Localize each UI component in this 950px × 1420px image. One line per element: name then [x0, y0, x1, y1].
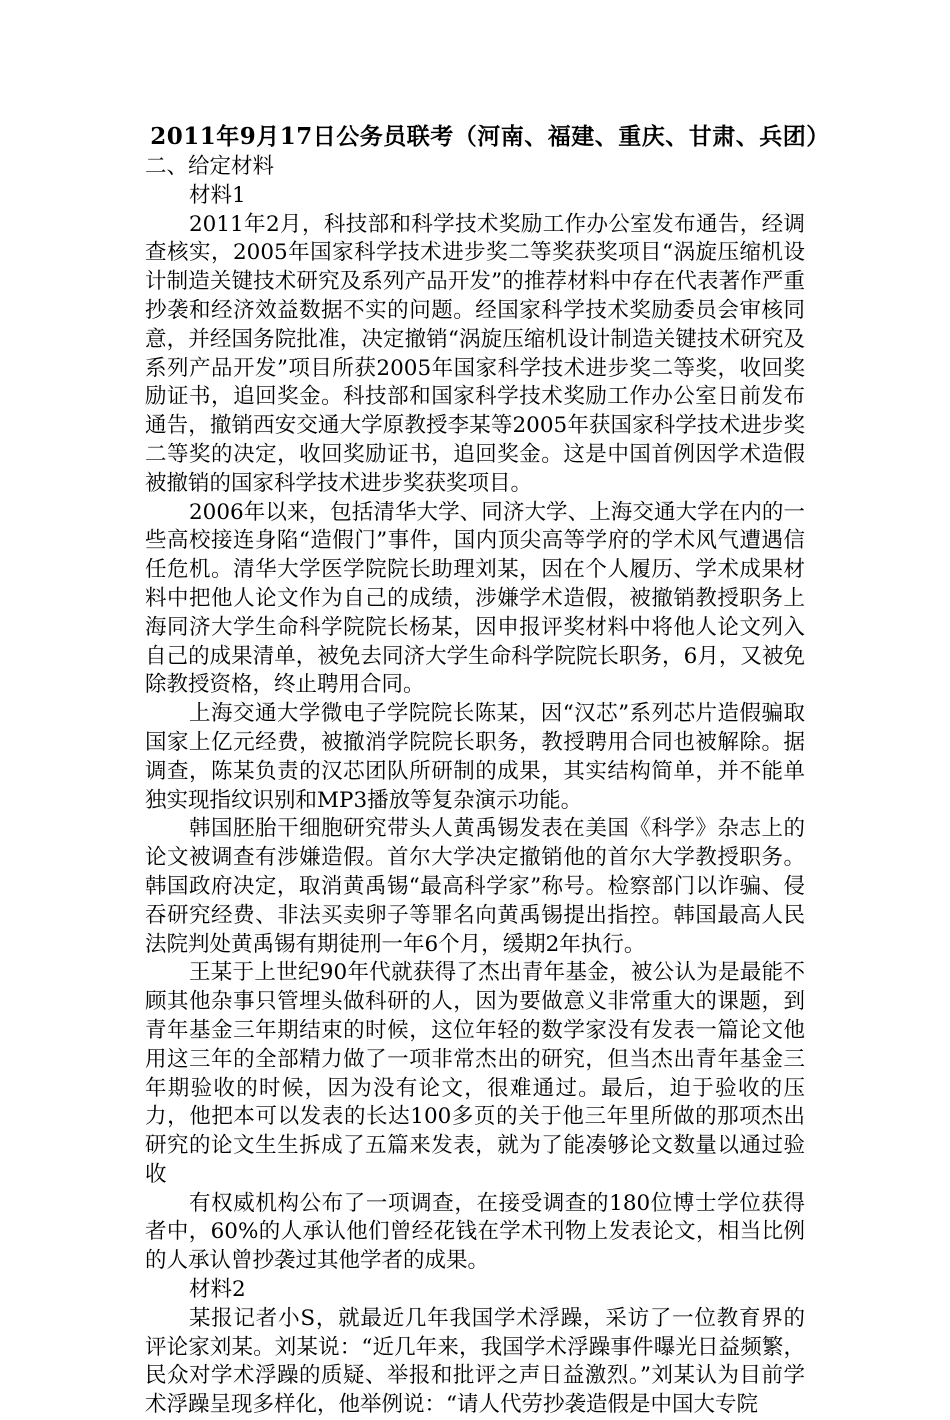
material-1-paragraph-1: 2011年2月，科技部和科学技术奖励工作办公室发布通告，经调查核实，2005年国家科学技术进步奖二等奖获奖项目“涡旋压缩机设计制造关键技术研究及系列产品开发”的推荐材料中存在代表著作严重抄袭和经济效益数据不实的问题。经国家科学技术奖励委员会审核同意，并经国务院批准，决定撤销“涡旋压缩机设计制造关键技术研究及系列产品开发”项目所获2005年国家科学技术进步奖二等奖，收回奖励证书，追回奖金。科技部和国家科学技术奖励工作办公室日前发布通告，撤销西安交通大学原教授李某等2005年获国家科学技术进步奖二等奖的决定，收回奖励证书，追回奖金。这是中国首例因学术造假被撤销的国家科学技术进步奖获奖项目。 [145, 211, 805, 496]
material-2-paragraph-1: 某报记者小S，就最近几年我国学术浮躁，采访了一位教育界的评论家刘某。刘某说：“近几年来，我国学术浮躁事件曝光日益频繁，民众对学术浮躁的质疑、举报和批评之声日益激烈。”刘某认为目前学术浮躁呈现多样化，他举例说：“请人代劳抄袭造假是中国大专院 [145, 1305, 805, 1418]
document-body [145, 153, 805, 1420]
material-1-paragraph-6: 有权威机构公布了一项调查，在接受调查的180位博士学位获得者中，60%的人承认他们曾经花钱在学术刊物上发表论文，相当比例的人承认曾抄袭过其他学者的成果。 [145, 1190, 805, 1274]
material-1-paragraph-5: 王某于上世纪90年代就获得了杰出青年基金，被公认为是最能不顾其他杂事只管埋头做科研的人，因为要做意义非常重大的课题，到青年基金三年期结束的时候，这位年轻的数学家没有发表一篇论文他用这三年的全部精力做了一项非常杰出的研究，但当杰出青年基金三年期验收的时候，因为没有论文，很难通过。最后，迫于验收的压力，他把本可以发表的长达100多页的关于他三年里所做的那项杰出研究的论文生生拆成了五篇来发表，就为了能凑够论文数量以通过验收 [145, 960, 805, 1187]
material-1-heading: 材料1 [189, 182, 246, 208]
material-1-paragraph-4: 韩国胚胎干细胞研究带头人黄禹锡发表在美国《科学》杂志上的论文被调查有涉嫌造假。首尔大学决定撤销他的首尔大学教授职务。韩国政府决定，取消黄禹锡“最高科学家”称号。检察部门以诈骗、侵吞研究经费、非法买卖卵子等罪名向黄禹锡提出指控。韩国最高人民法院判处黄禹锡有期徒刑一年6个月，缓期2年执行。 [145, 816, 805, 957]
material-2-heading: 材料2 [189, 1277, 246, 1303]
material-1-paragraph-2: 2006年以来，包括清华大学、同济大学、上海交通大学在内的一些高校接连身陷“造假门”事件，国内顶尖高等学府的学术风气遭遇信任危机。清华大学医学院院长助理刘某，因在个人履历、学术成果材料中把他人论文作为自己的成绩，涉嫌学术造假，被撤销教授职务上海同济大学生命科学院院长杨某，因申报评奖材料中将他人论文列入自己的成果清单，被免去同济大学生命科学院院长职务，6月，又被免除教授资格，终止聘用合同。 [145, 499, 805, 698]
section-heading: 二、给定材料 [145, 154, 275, 179]
material-1-paragraph-3: 上海交通大学微电子学院院长陈某，因“汉芯”系列芯片造假骗取国家上亿元经费，被撤消学院院长职务，教授聘用合同也被解除。据调查，陈某负责的汉芯团队所研制的成果，其实结构简单，并不能单独实现指纹识别和MP3播放等复杂演示功能。 [145, 701, 805, 813]
document-title: 2011年9月17日公务员联考（河南、福建、重庆、甘肃、兵团） [150, 123, 830, 150]
